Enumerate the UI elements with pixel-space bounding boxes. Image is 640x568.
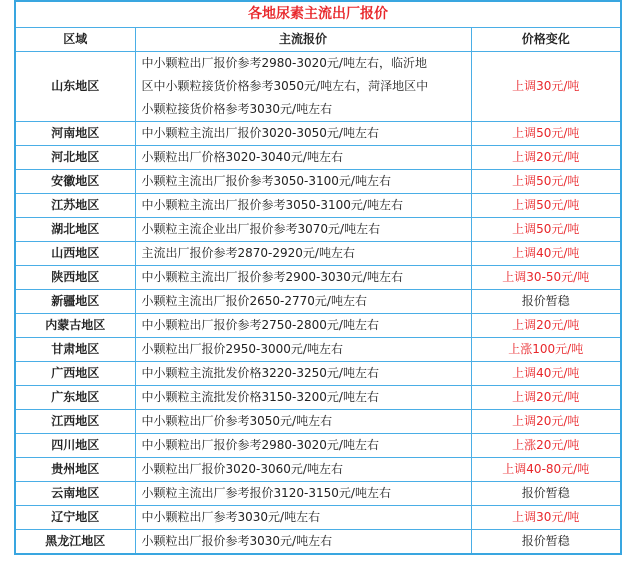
price-line: 小颗粒主流出厂参考报价3120-3150元/吨左右 [141,486,391,500]
price-line: 小颗粒出厂报价参考3030元/吨左右 [141,534,333,548]
header-price: 主流报价 [135,28,471,52]
price-cell [135,530,471,555]
region-cell: 安徽地区 [15,170,135,194]
price-cell [135,218,471,242]
table-row [15,170,621,194]
price-line: 中小颗粒主流批发价格3150-3200元/吨左右 [141,390,379,404]
change-cell: 上调20元/吨 [471,410,621,434]
header-region: 区域 [15,28,135,52]
region-cell: 河南地区 [15,122,135,146]
price-cell [135,314,471,338]
price-line: 中小颗粒出厂价参考3050元/吨左右 [141,414,333,428]
region-cell: 新疆地区 [15,290,135,314]
change-cell: 上调50元/吨 [471,194,621,218]
price-cell [135,52,471,122]
region-cell: 四川地区 [15,434,135,458]
price-cell [135,458,471,482]
table-row [15,218,621,242]
change-cell: 上调50元/吨 [471,218,621,242]
price-cell [135,410,471,434]
table-row [15,338,621,362]
region-cell: 广西地区 [15,362,135,386]
price-cell [135,338,471,362]
change-cell: 报价暂稳 [471,290,621,314]
price-line: 区中小颗粒接货价格参考3050元/吨左右，菏泽地区中 [141,79,429,93]
region-cell: 黑龙江地区 [15,530,135,555]
price-cell [135,506,471,530]
change-cell: 上调20元/吨 [471,314,621,338]
region-cell: 江苏地区 [15,194,135,218]
table-row [15,458,621,482]
price-cell [135,170,471,194]
table-row [15,410,621,434]
region-cell: 广东地区 [15,386,135,410]
change-cell: 上调50元/吨 [471,170,621,194]
price-cell [135,146,471,170]
change-cell: 上涨20元/吨 [471,434,621,458]
urea-price-table [14,0,622,555]
table-row [15,290,621,314]
table-row [15,482,621,506]
table-row [15,146,621,170]
table-title: 各地尿素主流出厂报价 [15,1,621,28]
price-line: 中小颗粒出厂报价参考2980-3020元/吨左右，临沂地 [141,56,427,70]
header-change: 价格变化 [471,28,621,52]
change-cell: 报价暂稳 [471,530,621,555]
region-cell: 陕西地区 [15,266,135,290]
table-row [15,314,621,338]
change-cell: 上调40元/吨 [471,242,621,266]
change-cell: 上调30-50元/吨 [471,266,621,290]
table-row [15,506,621,530]
price-table-container [14,0,620,555]
change-cell: 上调50元/吨 [471,122,621,146]
price-line: 小颗粒主流企业出厂报价参考3070元/吨左右 [141,222,381,236]
table-row [15,434,621,458]
price-line: 小颗粒出厂价格3020-3040元/吨左右 [141,150,343,164]
header-row [15,28,621,52]
price-cell [135,242,471,266]
region-cell: 辽宁地区 [15,506,135,530]
price-line: 中小颗粒主流出厂报价参考3050-3100元/吨左右 [141,198,403,212]
price-cell [135,290,471,314]
price-cell [135,122,471,146]
change-cell: 上调20元/吨 [471,386,621,410]
price-cell [135,266,471,290]
price-line: 中小颗粒主流批发价格3220-3250元/吨左右 [141,366,379,380]
change-cell: 报价暂稳 [471,482,621,506]
price-cell [135,194,471,218]
price-line: 小颗粒出厂报价2950-3000元/吨左右 [141,342,343,356]
price-line: 中小颗粒主流出厂报价参考2900-3030元/吨左右 [141,270,403,284]
region-cell: 江西地区 [15,410,135,434]
table-row [15,52,621,122]
table-body [15,52,621,555]
price-line: 小颗粒主流出厂报价2650-2770元/吨左右 [141,294,367,308]
region-cell: 云南地区 [15,482,135,506]
table-row [15,530,621,555]
price-line: 中小颗粒出厂报价参考2750-2800元/吨左右 [141,318,379,332]
table-row [15,242,621,266]
table-row [15,194,621,218]
price-cell [135,386,471,410]
price-line: 中小颗粒主流出厂报价3020-3050元/吨左右 [141,126,379,140]
price-line: 小颗粒主流出厂报价参考3050-3100元/吨左右 [141,174,391,188]
region-cell: 山东地区 [15,52,135,122]
change-cell: 上涨100元/吨 [471,338,621,362]
table-row [15,122,621,146]
region-cell: 贵州地区 [15,458,135,482]
region-cell: 甘肃地区 [15,338,135,362]
price-cell [135,434,471,458]
price-line: 小颗粒接货价格参考3030元/吨左右 [141,102,333,116]
change-cell: 上调40元/吨 [471,362,621,386]
region-cell: 河北地区 [15,146,135,170]
table-row [15,266,621,290]
change-cell: 上调30元/吨 [471,506,621,530]
change-cell: 上调40-80元/吨 [471,458,621,482]
table-row [15,362,621,386]
price-cell [135,482,471,506]
price-cell [135,362,471,386]
price-line: 小颗粒出厂报价3020-3060元/吨左右 [141,462,343,476]
change-cell: 上调30元/吨 [471,52,621,122]
region-cell: 湖北地区 [15,218,135,242]
price-line: 中小颗粒出厂报价参考2980-3020元/吨左右 [141,438,379,452]
price-line: 中小颗粒出厂参考3030元/吨左右 [141,510,321,524]
table-row [15,386,621,410]
price-line: 主流出厂报价参考2870-2920元/吨左右 [141,246,355,260]
change-cell: 上调20元/吨 [471,146,621,170]
region-cell: 山西地区 [15,242,135,266]
region-cell: 内蒙古地区 [15,314,135,338]
title-row [15,1,621,28]
